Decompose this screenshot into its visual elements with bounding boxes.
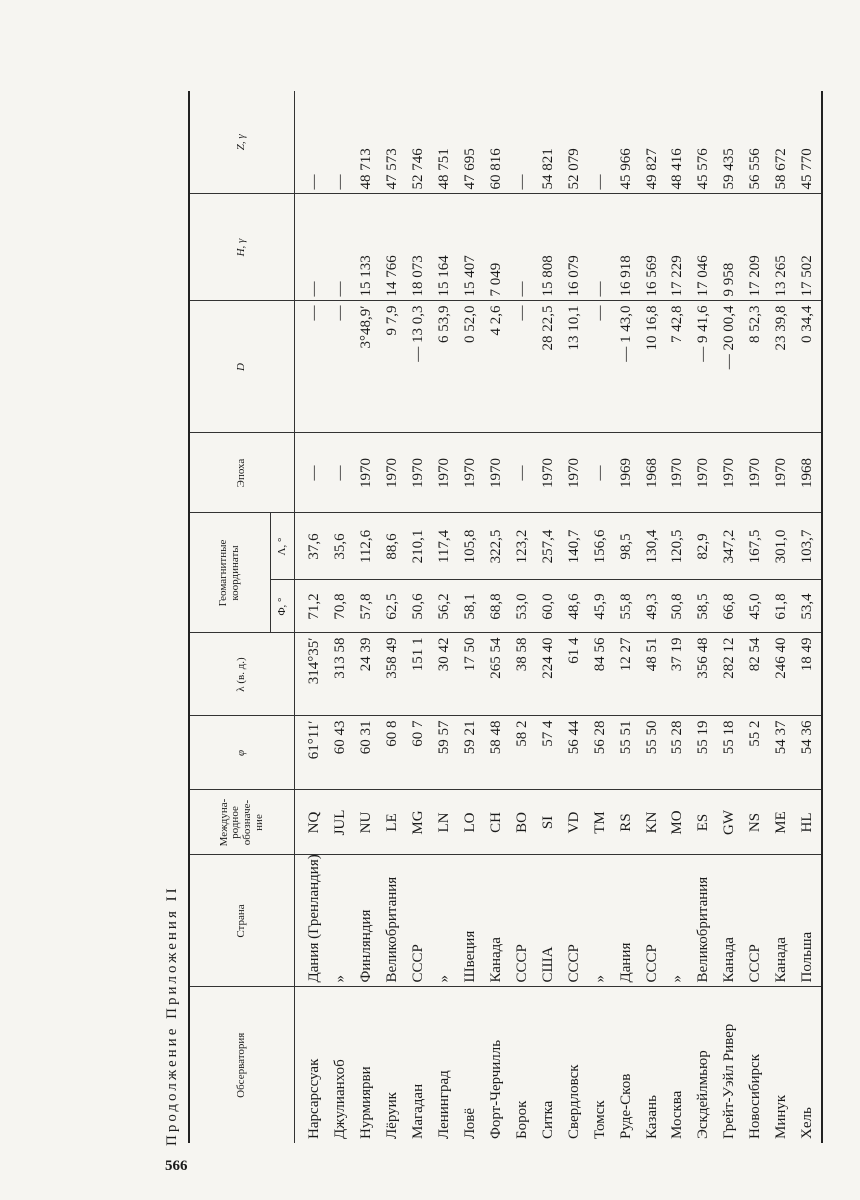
table-row <box>380 91 406 1143</box>
cell-lambda: 38 58 <box>509 633 535 716</box>
cell-h: 18 073 <box>406 194 432 301</box>
cell-geomag-phi: 48,6 <box>561 580 587 633</box>
cell-h: 15 133 <box>354 194 380 301</box>
header-phi: φ <box>189 716 295 790</box>
header-d: D <box>189 301 295 433</box>
cell-lambda: 12 27 <box>613 633 639 716</box>
cell-d: — <box>509 301 535 433</box>
cell-observatory: Ловё <box>457 987 483 1143</box>
cell-h: — <box>509 194 535 301</box>
cell-z: 45 576 <box>691 91 717 194</box>
running-title: Продолжение Приложения II <box>164 885 180 1146</box>
cell-z: 59 435 <box>717 91 743 194</box>
cell-phi: 55 19 <box>691 716 717 790</box>
cell-code: ME <box>769 790 795 855</box>
cell-z: 45 966 <box>613 91 639 194</box>
cell-h: 9 958 <box>717 194 743 301</box>
cell-geomag-lambda: 117,4 <box>432 513 458 580</box>
cell-lambda: 358 49 <box>380 633 406 716</box>
cell-observatory: Томск <box>587 987 613 1143</box>
cell-geomag-lambda: 35,6 <box>328 513 354 580</box>
cell-epoch: — <box>295 433 328 513</box>
cell-h: 14 766 <box>380 194 406 301</box>
cell-geomag-lambda: 105,8 <box>457 513 483 580</box>
cell-d: 3°48,9′ <box>354 301 380 433</box>
cell-country: » <box>587 855 613 987</box>
table-row <box>613 91 639 1143</box>
cell-code: TM <box>587 790 613 855</box>
cell-phi: 60 43 <box>328 716 354 790</box>
cell-geomag-lambda: 123,2 <box>509 513 535 580</box>
cell-lambda: 24 39 <box>354 633 380 716</box>
cell-geomag-phi: 49,3 <box>639 580 665 633</box>
cell-epoch: 1970 <box>457 433 483 513</box>
cell-z: 48 713 <box>354 91 380 194</box>
cell-epoch: 1970 <box>380 433 406 513</box>
cell-observatory: Ситка <box>535 987 561 1143</box>
cell-geomag-phi: 56,2 <box>432 580 458 633</box>
cell-d: 7 42,8 <box>665 301 691 433</box>
cell-observatory: Форт-Черчилль <box>483 987 509 1143</box>
cell-code: ES <box>691 790 717 855</box>
cell-lambda: 246 40 <box>769 633 795 716</box>
cell-lambda: 17 50 <box>457 633 483 716</box>
cell-geomag-phi: 61,8 <box>769 580 795 633</box>
header-geomag-phi: Φ, ° <box>271 580 295 633</box>
cell-country: Канада <box>483 855 509 987</box>
cell-observatory: Лёруик <box>380 987 406 1143</box>
cell-observatory: Москва <box>665 987 691 1143</box>
cell-d: 0 34,4 <box>795 301 822 433</box>
cell-h: 16 079 <box>561 194 587 301</box>
cell-z: 52 079 <box>561 91 587 194</box>
table-row <box>717 91 743 1143</box>
cell-phi: 55 50 <box>639 716 665 790</box>
cell-code: MG <box>406 790 432 855</box>
cell-code: NU <box>354 790 380 855</box>
cell-lambda: 151 1 <box>406 633 432 716</box>
table-row <box>406 91 432 1143</box>
cell-country: Финляндия <box>354 855 380 987</box>
cell-epoch: — <box>328 433 354 513</box>
cell-phi: 55 18 <box>717 716 743 790</box>
cell-geomag-lambda: 257,4 <box>535 513 561 580</box>
cell-z: 49 827 <box>639 91 665 194</box>
cell-h: — <box>587 194 613 301</box>
table-row <box>561 91 587 1143</box>
page-number: 566 <box>165 1158 188 1174</box>
cell-country: СССР <box>743 855 769 987</box>
table-row <box>457 91 483 1143</box>
cell-z: — <box>509 91 535 194</box>
cell-d: 8 52,3 <box>743 301 769 433</box>
cell-h: 17 046 <box>691 194 717 301</box>
cell-code: BO <box>509 790 535 855</box>
header-observatory: Обсерватория <box>189 987 295 1143</box>
cell-country: США <box>535 855 561 987</box>
cell-observatory: Хель <box>795 987 822 1143</box>
cell-d: 13 10,1 <box>561 301 587 433</box>
cell-phi: 55 2 <box>743 716 769 790</box>
cell-z: 45 770 <box>795 91 822 194</box>
cell-code: SI <box>535 790 561 855</box>
cell-z: 60 816 <box>483 91 509 194</box>
cell-country: СССР <box>639 855 665 987</box>
cell-country: » <box>328 855 354 987</box>
cell-geomag-lambda: 37,6 <box>295 513 328 580</box>
cell-epoch: — <box>509 433 535 513</box>
cell-country: СССР <box>509 855 535 987</box>
cell-country: Польша <box>795 855 822 987</box>
cell-country: СССР <box>561 855 587 987</box>
cell-epoch: 1970 <box>743 433 769 513</box>
cell-lambda: 282 12 <box>717 633 743 716</box>
cell-phi: 57 4 <box>535 716 561 790</box>
cell-code: LE <box>380 790 406 855</box>
cell-geomag-lambda: 88,6 <box>380 513 406 580</box>
cell-code: CH <box>483 790 509 855</box>
table-row <box>691 91 717 1143</box>
cell-phi: 54 36 <box>795 716 822 790</box>
cell-z: 47 573 <box>380 91 406 194</box>
cell-observatory: Эскдейлмьюр <box>691 987 717 1143</box>
cell-observatory: Грейт-Уэйл Ривер <box>717 987 743 1143</box>
cell-d: — 13 0,3 <box>406 301 432 433</box>
cell-code: JUL <box>328 790 354 855</box>
observatories-table <box>188 91 823 1143</box>
table-row <box>535 91 561 1143</box>
cell-epoch: 1970 <box>535 433 561 513</box>
cell-z: — <box>587 91 613 194</box>
cell-country: СССР <box>406 855 432 987</box>
cell-geomag-lambda: 210,1 <box>406 513 432 580</box>
cell-country: » <box>665 855 691 987</box>
cell-epoch: 1970 <box>769 433 795 513</box>
cell-epoch: 1970 <box>354 433 380 513</box>
cell-code: KN <box>639 790 665 855</box>
cell-geomag-lambda: 156,6 <box>587 513 613 580</box>
cell-phi: 58 2 <box>509 716 535 790</box>
cell-epoch: 1970 <box>691 433 717 513</box>
cell-d: 9 7,9 <box>380 301 406 433</box>
cell-geomag-phi: 45,0 <box>743 580 769 633</box>
table-row <box>743 91 769 1143</box>
cell-geomag-lambda: 347,2 <box>717 513 743 580</box>
cell-d: — 9 41,6 <box>691 301 717 433</box>
table-row <box>665 91 691 1143</box>
cell-geomag-phi: 58,1 <box>457 580 483 633</box>
cell-d: — 20 00,4 <box>717 301 743 433</box>
cell-geomag-lambda: 112,6 <box>354 513 380 580</box>
cell-h: — <box>295 194 328 301</box>
cell-code: LN <box>432 790 458 855</box>
cell-h: 17 229 <box>665 194 691 301</box>
cell-geomag-phi: 60,0 <box>535 580 561 633</box>
cell-geomag-lambda: 120,5 <box>665 513 691 580</box>
cell-code: NS <box>743 790 769 855</box>
cell-phi: 60 31 <box>354 716 380 790</box>
cell-geomag-phi: 68,8 <box>483 580 509 633</box>
table-row <box>432 91 458 1143</box>
cell-code: MO <box>665 790 691 855</box>
cell-z: — <box>328 91 354 194</box>
cell-d: — <box>328 301 354 433</box>
cell-code: HL <box>795 790 822 855</box>
cell-h: 15 407 <box>457 194 483 301</box>
cell-geomag-lambda: 301,0 <box>769 513 795 580</box>
cell-lambda: 84 56 <box>587 633 613 716</box>
cell-h: 15 808 <box>535 194 561 301</box>
cell-lambda: 82 54 <box>743 633 769 716</box>
cell-z: 48 416 <box>665 91 691 194</box>
cell-z: 58 672 <box>769 91 795 194</box>
cell-observatory: Новосибирск <box>743 987 769 1143</box>
cell-d: 28 22,5 <box>535 301 561 433</box>
cell-d: — <box>587 301 613 433</box>
cell-lambda: 265 54 <box>483 633 509 716</box>
header-z: Z, γ <box>189 91 295 194</box>
cell-phi: 56 28 <box>587 716 613 790</box>
cell-epoch: 1970 <box>406 433 432 513</box>
cell-geomag-lambda: 322,5 <box>483 513 509 580</box>
cell-lambda: 18 49 <box>795 633 822 716</box>
cell-phi: 58 48 <box>483 716 509 790</box>
cell-lambda: 37 19 <box>665 633 691 716</box>
cell-code: RS <box>613 790 639 855</box>
cell-country: Швеция <box>457 855 483 987</box>
cell-lambda: 224 40 <box>535 633 561 716</box>
table-row <box>483 91 509 1143</box>
cell-h: 16 918 <box>613 194 639 301</box>
table-row <box>295 91 328 1143</box>
cell-epoch: 1969 <box>613 433 639 513</box>
cell-geomag-lambda: 82,9 <box>691 513 717 580</box>
cell-lambda: 313 58 <box>328 633 354 716</box>
cell-h: 7 049 <box>483 194 509 301</box>
cell-geomag-phi: 45,9 <box>587 580 613 633</box>
cell-epoch: 1970 <box>432 433 458 513</box>
cell-geomag-phi: 53,4 <box>795 580 822 633</box>
cell-code: GW <box>717 790 743 855</box>
cell-code: VD <box>561 790 587 855</box>
cell-lambda: 356 48 <box>691 633 717 716</box>
cell-geomag-phi: 55,8 <box>613 580 639 633</box>
cell-geomag-phi: 70,8 <box>328 580 354 633</box>
table-row <box>509 91 535 1143</box>
cell-d: — 1 43,0 <box>613 301 639 433</box>
cell-z: — <box>295 91 328 194</box>
cell-z: 52 746 <box>406 91 432 194</box>
cell-z: 54 821 <box>535 91 561 194</box>
header-h: H, γ <box>189 194 295 301</box>
cell-epoch: 1970 <box>483 433 509 513</box>
cell-geomag-lambda: 167,5 <box>743 513 769 580</box>
cell-observatory: Магадан <box>406 987 432 1143</box>
cell-z: 47 695 <box>457 91 483 194</box>
table-row <box>639 91 665 1143</box>
cell-lambda: 61 4 <box>561 633 587 716</box>
cell-country: Дания (Гренландия) <box>295 855 328 987</box>
table-row <box>328 91 354 1143</box>
cell-z: 56 556 <box>743 91 769 194</box>
cell-epoch: 1968 <box>639 433 665 513</box>
cell-country: Великобритания <box>691 855 717 987</box>
cell-country: Великобритания <box>380 855 406 987</box>
cell-phi: 55 28 <box>665 716 691 790</box>
cell-geomag-phi: 57,8 <box>354 580 380 633</box>
cell-h: 17 502 <box>795 194 822 301</box>
cell-observatory: Руде-Сков <box>613 987 639 1143</box>
cell-phi: 54 37 <box>769 716 795 790</box>
header-epoch: Эпоха <box>189 433 295 513</box>
cell-d: 23 39,8 <box>769 301 795 433</box>
cell-d: 6 53,9 <box>432 301 458 433</box>
cell-observatory: Свердловск <box>561 987 587 1143</box>
cell-observatory: Нурмиярви <box>354 987 380 1143</box>
cell-geomag-phi: 50,6 <box>406 580 432 633</box>
cell-code: LO <box>457 790 483 855</box>
table-row <box>769 91 795 1143</box>
cell-country: Канада <box>717 855 743 987</box>
table-row <box>354 91 380 1143</box>
cell-geomag-lambda: 98,5 <box>613 513 639 580</box>
cell-phi: 55 51 <box>613 716 639 790</box>
cell-lambda: 30 42 <box>432 633 458 716</box>
cell-phi: 60 8 <box>380 716 406 790</box>
cell-geomag-lambda: 103,7 <box>795 513 822 580</box>
header-geomag-lambda: Λ, ° <box>271 513 295 580</box>
cell-h: 15 164 <box>432 194 458 301</box>
cell-phi: 60 7 <box>406 716 432 790</box>
cell-geomag-phi: 58,5 <box>691 580 717 633</box>
header-geomagnetic: Геомагнитные координаты <box>189 513 271 633</box>
header-country: Страна <box>189 855 295 987</box>
cell-h: 17 209 <box>743 194 769 301</box>
cell-geomag-lambda: 140,7 <box>561 513 587 580</box>
cell-geomag-phi: 50,8 <box>665 580 691 633</box>
cell-observatory: Казань <box>639 987 665 1143</box>
cell-geomag-phi: 71,2 <box>295 580 328 633</box>
cell-country: Канада <box>769 855 795 987</box>
cell-h: 13 265 <box>769 194 795 301</box>
cell-observatory: Ленинград <box>432 987 458 1143</box>
cell-h: — <box>328 194 354 301</box>
cell-country: Дания <box>613 855 639 987</box>
cell-observatory: Джулианхоб <box>328 987 354 1143</box>
cell-lambda: 48 51 <box>639 633 665 716</box>
cell-epoch: 1970 <box>665 433 691 513</box>
cell-country: » <box>432 855 458 987</box>
cell-phi: 59 57 <box>432 716 458 790</box>
cell-geomag-lambda: 130,4 <box>639 513 665 580</box>
cell-d: 4 2,6 <box>483 301 509 433</box>
header-lambda: λ (в. д.) <box>189 633 295 716</box>
cell-h: 16 569 <box>639 194 665 301</box>
cell-epoch: 1970 <box>561 433 587 513</box>
cell-epoch: 1970 <box>717 433 743 513</box>
cell-phi: 56 44 <box>561 716 587 790</box>
cell-observatory: Нарсарссуак <box>295 987 328 1143</box>
cell-epoch: 1968 <box>795 433 822 513</box>
header-code: Междуна-родное обозначе-ние <box>189 790 295 855</box>
cell-geomag-phi: 62,5 <box>380 580 406 633</box>
cell-geomag-phi: 66,8 <box>717 580 743 633</box>
cell-phi: 61°11′ <box>295 716 328 790</box>
cell-lambda: 314°35′ <box>295 633 328 716</box>
cell-observatory: Минук <box>769 987 795 1143</box>
table-row <box>795 91 822 1143</box>
cell-observatory: Борок <box>509 987 535 1143</box>
table-body <box>295 91 823 1143</box>
cell-phi: 59 21 <box>457 716 483 790</box>
rotated-table-container <box>188 91 823 1143</box>
cell-geomag-phi: 53,0 <box>509 580 535 633</box>
cell-code: NQ <box>295 790 328 855</box>
cell-d: 10 16,8 <box>639 301 665 433</box>
cell-d: — <box>295 301 328 433</box>
cell-epoch: — <box>587 433 613 513</box>
cell-z: 48 751 <box>432 91 458 194</box>
cell-d: 0 52,0 <box>457 301 483 433</box>
table-row <box>587 91 613 1143</box>
